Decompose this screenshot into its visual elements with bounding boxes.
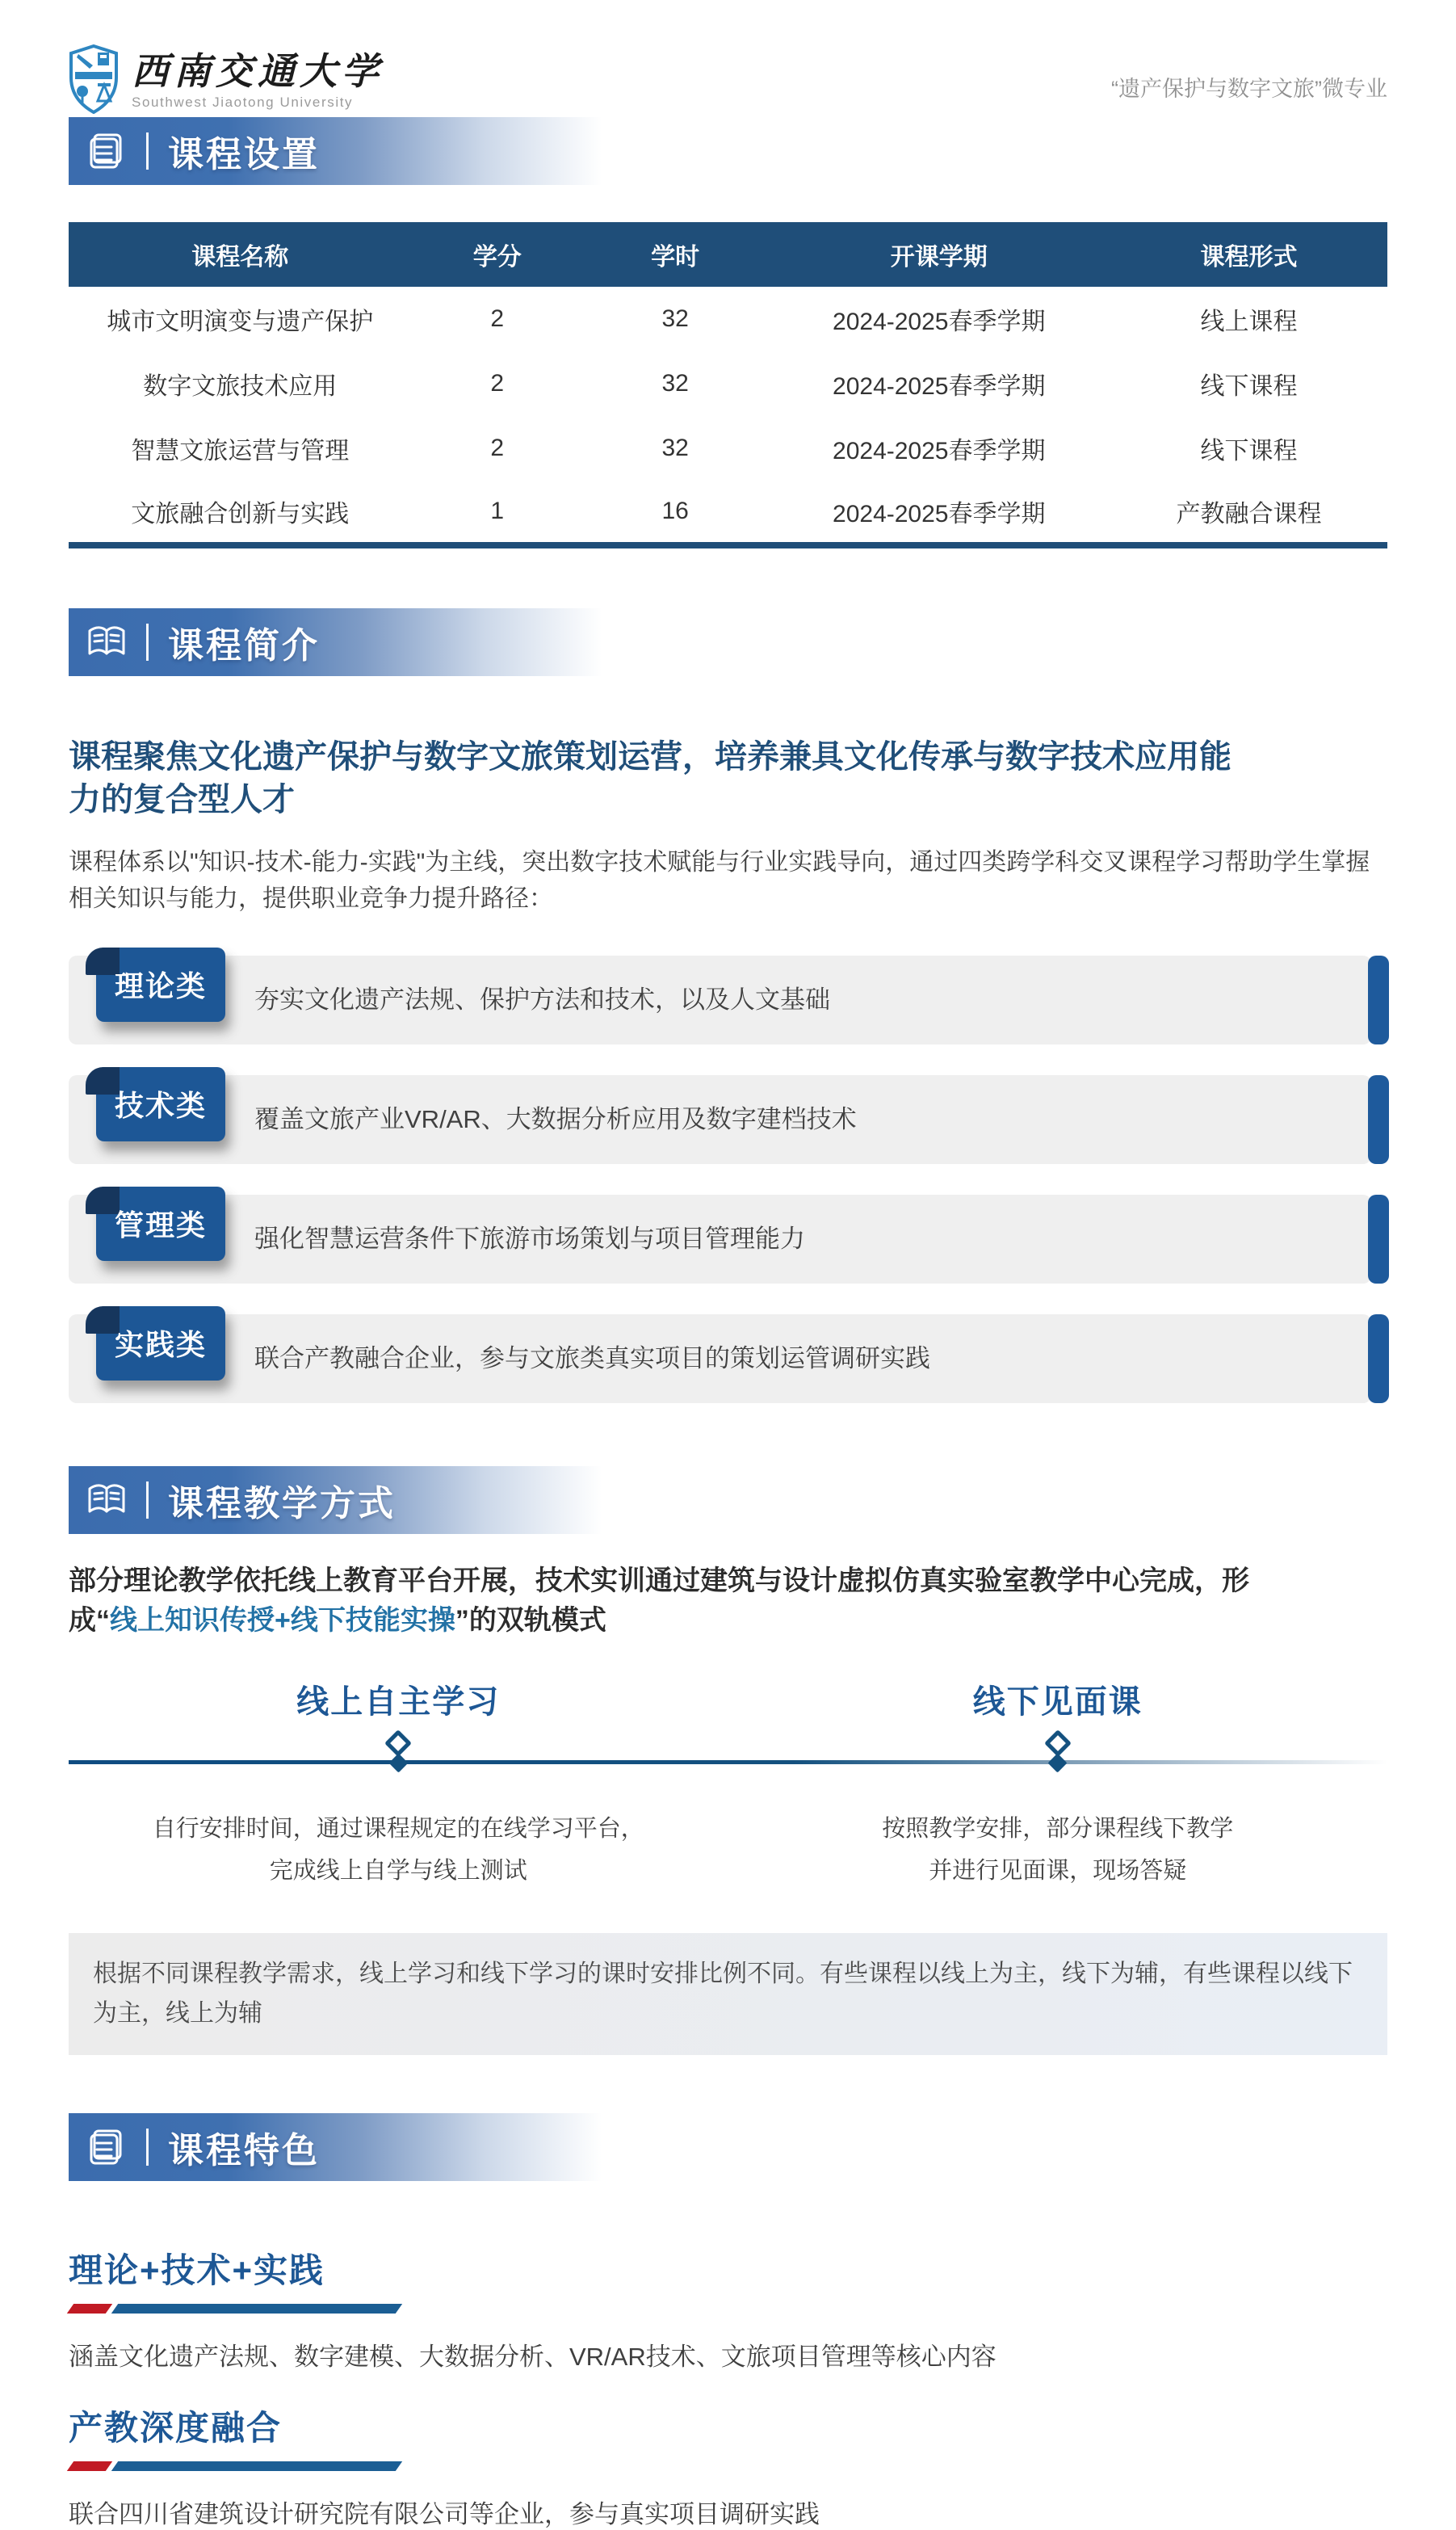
diamond-marker [728,1734,1388,1803]
category-desc: 联合产教融合企业，参与文旅类真实项目的策划运管调研实践 [254,1343,930,1372]
category-label: 管理类 [114,1208,207,1242]
mode-title: 线上自主学习 [296,1684,501,1721]
col-header-semester: 开课学期 [767,222,1110,287]
mode-desc-line2: 并进行见面课，现场答疑 [929,1858,1187,1885]
cell-course-name: 城市文明演变与遗产保护 [69,287,412,351]
feature-theory-tech-practice [69,2244,1387,2372]
university-name-en: Southwest Jiaotong University [132,94,354,110]
cell-credits: 1 [412,481,583,545]
university-name-cn: 西南交通大学 [132,50,384,93]
category-badge [96,1187,225,1261]
category-right-cap [1368,1075,1389,1164]
category-row-management [69,1187,1387,1284]
col-header-credits: 学分 [412,222,583,287]
category-row-practice [69,1306,1387,1403]
table-row [69,416,1387,481]
category-label: 理论类 [114,969,207,1003]
mode-desc [69,1808,728,1892]
col-header-form: 课程形式 [1110,222,1387,287]
category-box [69,956,1371,1044]
notepad-icon [86,131,127,171]
cell-form: 线下课程 [1110,351,1387,416]
cell-course-name: 数字文旅技术应用 [69,351,412,416]
category-label: 技术类 [114,1089,207,1123]
teaching-intro-prefix: 部分理论教学依托线上教育平台开展，技术实训通过建筑与设计虚拟仿真实验室教学中心完成，形成“ [69,1565,1249,1636]
bar-separator [146,2129,149,2166]
cell-semester: 2024-2025春季学期 [767,481,1110,545]
col-header-course-name: 课程名称 [69,222,412,287]
feature-title: 理论+技术+实践 [69,2251,325,2289]
category-badge [96,1306,225,1381]
page-header [0,0,1456,117]
category-box [69,1314,1371,1403]
section-bar-course-features [69,2113,602,2181]
intro-headline: 课程聚焦文化遗产保护与数字文旅策划运营，培养兼具文化传承与数字技术应用能力的复合型人才 [69,739,1232,817]
cell-course-name: 文旅融合创新与实践 [69,481,412,545]
table-row [69,351,1387,416]
cell-form: 线上课程 [1110,287,1387,351]
category-row-technology [69,1067,1387,1164]
university-names [132,52,384,110]
section-title: 课程设置 [168,135,320,174]
teaching-note: 根据不同课程教学需求，线上学习和线下学习的课时安排比例不同。有些课程以线上为主，线下为辅，有些课程以线下为主，线上为辅 [69,1933,1387,2055]
teaching-intro [69,1561,1256,1641]
university-shield-icon [69,44,119,118]
category-badge [96,1067,225,1141]
mode-desc-line1: 按照教学安排，部分课程线下教学 [882,1816,1234,1843]
section-bar-course-intro [69,608,602,676]
category-desc: 覆盖文旅产业VR/AR、大数据分析应用及数字建档技术 [254,1104,857,1133]
cell-credits: 2 [412,351,583,416]
section-title: 课程教学方式 [168,1483,396,1523]
cell-hours: 32 [583,287,768,351]
category-label: 实践类 [114,1328,207,1362]
mode-title: 线下见面课 [972,1684,1143,1721]
table-row [69,481,1387,545]
feature-industry-education [69,2402,1387,2530]
open-book-icon [86,1480,127,1520]
feature-desc: 联合四川省建筑设计研究院有限公司等企业，参与真实项目调研实践 [69,2499,820,2528]
mode-offline [728,1676,1388,1892]
diamond-solid-icon [1048,1754,1068,1773]
feature-underline [70,2461,1387,2471]
feature-desc: 涵盖文化遗产法规、数字建模、大数据分析、VR/AR技术、文旅项目管理等核心内容 [69,2342,997,2371]
section-bar-course-setup [69,117,602,185]
category-right-cap [1368,1314,1389,1403]
underline-red-segment [67,2304,112,2314]
cell-form: 产教融合课程 [1110,481,1387,545]
teaching-intro-highlight: 线上知识传授+线下技能实操 [110,1604,455,1636]
table-row [69,287,1387,351]
mode-desc [728,1808,1388,1892]
category-right-cap [1368,1195,1389,1284]
bar-separator [146,1481,149,1519]
section-bar-teaching-method [69,1466,602,1534]
cell-hours: 32 [583,351,768,416]
category-box [69,1195,1371,1284]
cell-form: 线下课程 [1110,416,1387,481]
section-title: 课程特色 [168,2130,320,2171]
diamond-marker [69,1734,728,1803]
col-header-hours: 学时 [583,222,768,287]
category-list [0,948,1456,1403]
cell-semester: 2024-2025春季学期 [767,416,1110,481]
bar-separator [146,132,149,170]
mode-online [69,1676,728,1892]
section-title: 课程简介 [168,626,320,666]
intro-body: 课程体系以"知识-技术-能力-实践"为主线，突出数字技术赋能与行业实践导向，通过四类跨学科交叉课程学习帮助学生掌握相关知识与能力，提供职业竞争力提升路径： [69,848,1370,912]
feature-title: 产教深度融合 [69,2408,283,2447]
category-row-theory [69,948,1387,1044]
category-badge [96,948,225,1022]
teaching-modes [69,1676,1387,1892]
underline-red-segment [67,2461,112,2471]
feature-list [0,2244,1456,2530]
cell-semester: 2024-2025春季学期 [767,287,1110,351]
mode-desc-line2: 完成线上自学与线上测试 [269,1858,527,1885]
diamond-solid-icon [388,1754,408,1773]
cell-credits: 2 [412,416,583,481]
notepad-icon [86,2127,127,2167]
cell-hours: 32 [583,416,768,481]
underline-blue-segment [111,2304,402,2314]
bar-separator [146,624,149,661]
cell-credits: 2 [412,287,583,351]
category-desc: 夯实文化遗产法规、保护方法和技术，以及人文基础 [254,985,830,1014]
program-label: “遗产保护与数字文旅”微专业 [1111,77,1387,101]
course-table [69,222,1387,548]
mode-desc-line1: 自行安排时间，通过课程规定的在线学习平台， [152,1816,644,1843]
underline-blue-segment [111,2461,402,2471]
cell-hours: 16 [583,481,768,545]
cell-course-name: 智慧文旅运营与管理 [69,416,412,481]
open-book-icon [86,622,127,662]
teaching-intro-suffix: ”的双轨模式 [455,1604,606,1636]
cell-semester: 2024-2025春季学期 [767,351,1110,416]
category-desc: 强化智慧运营条件下旅游市场策划与项目管理能力 [254,1224,805,1253]
table-header-row [69,222,1387,287]
category-box [69,1075,1371,1164]
feature-underline [70,2304,1387,2314]
category-right-cap [1368,956,1389,1044]
